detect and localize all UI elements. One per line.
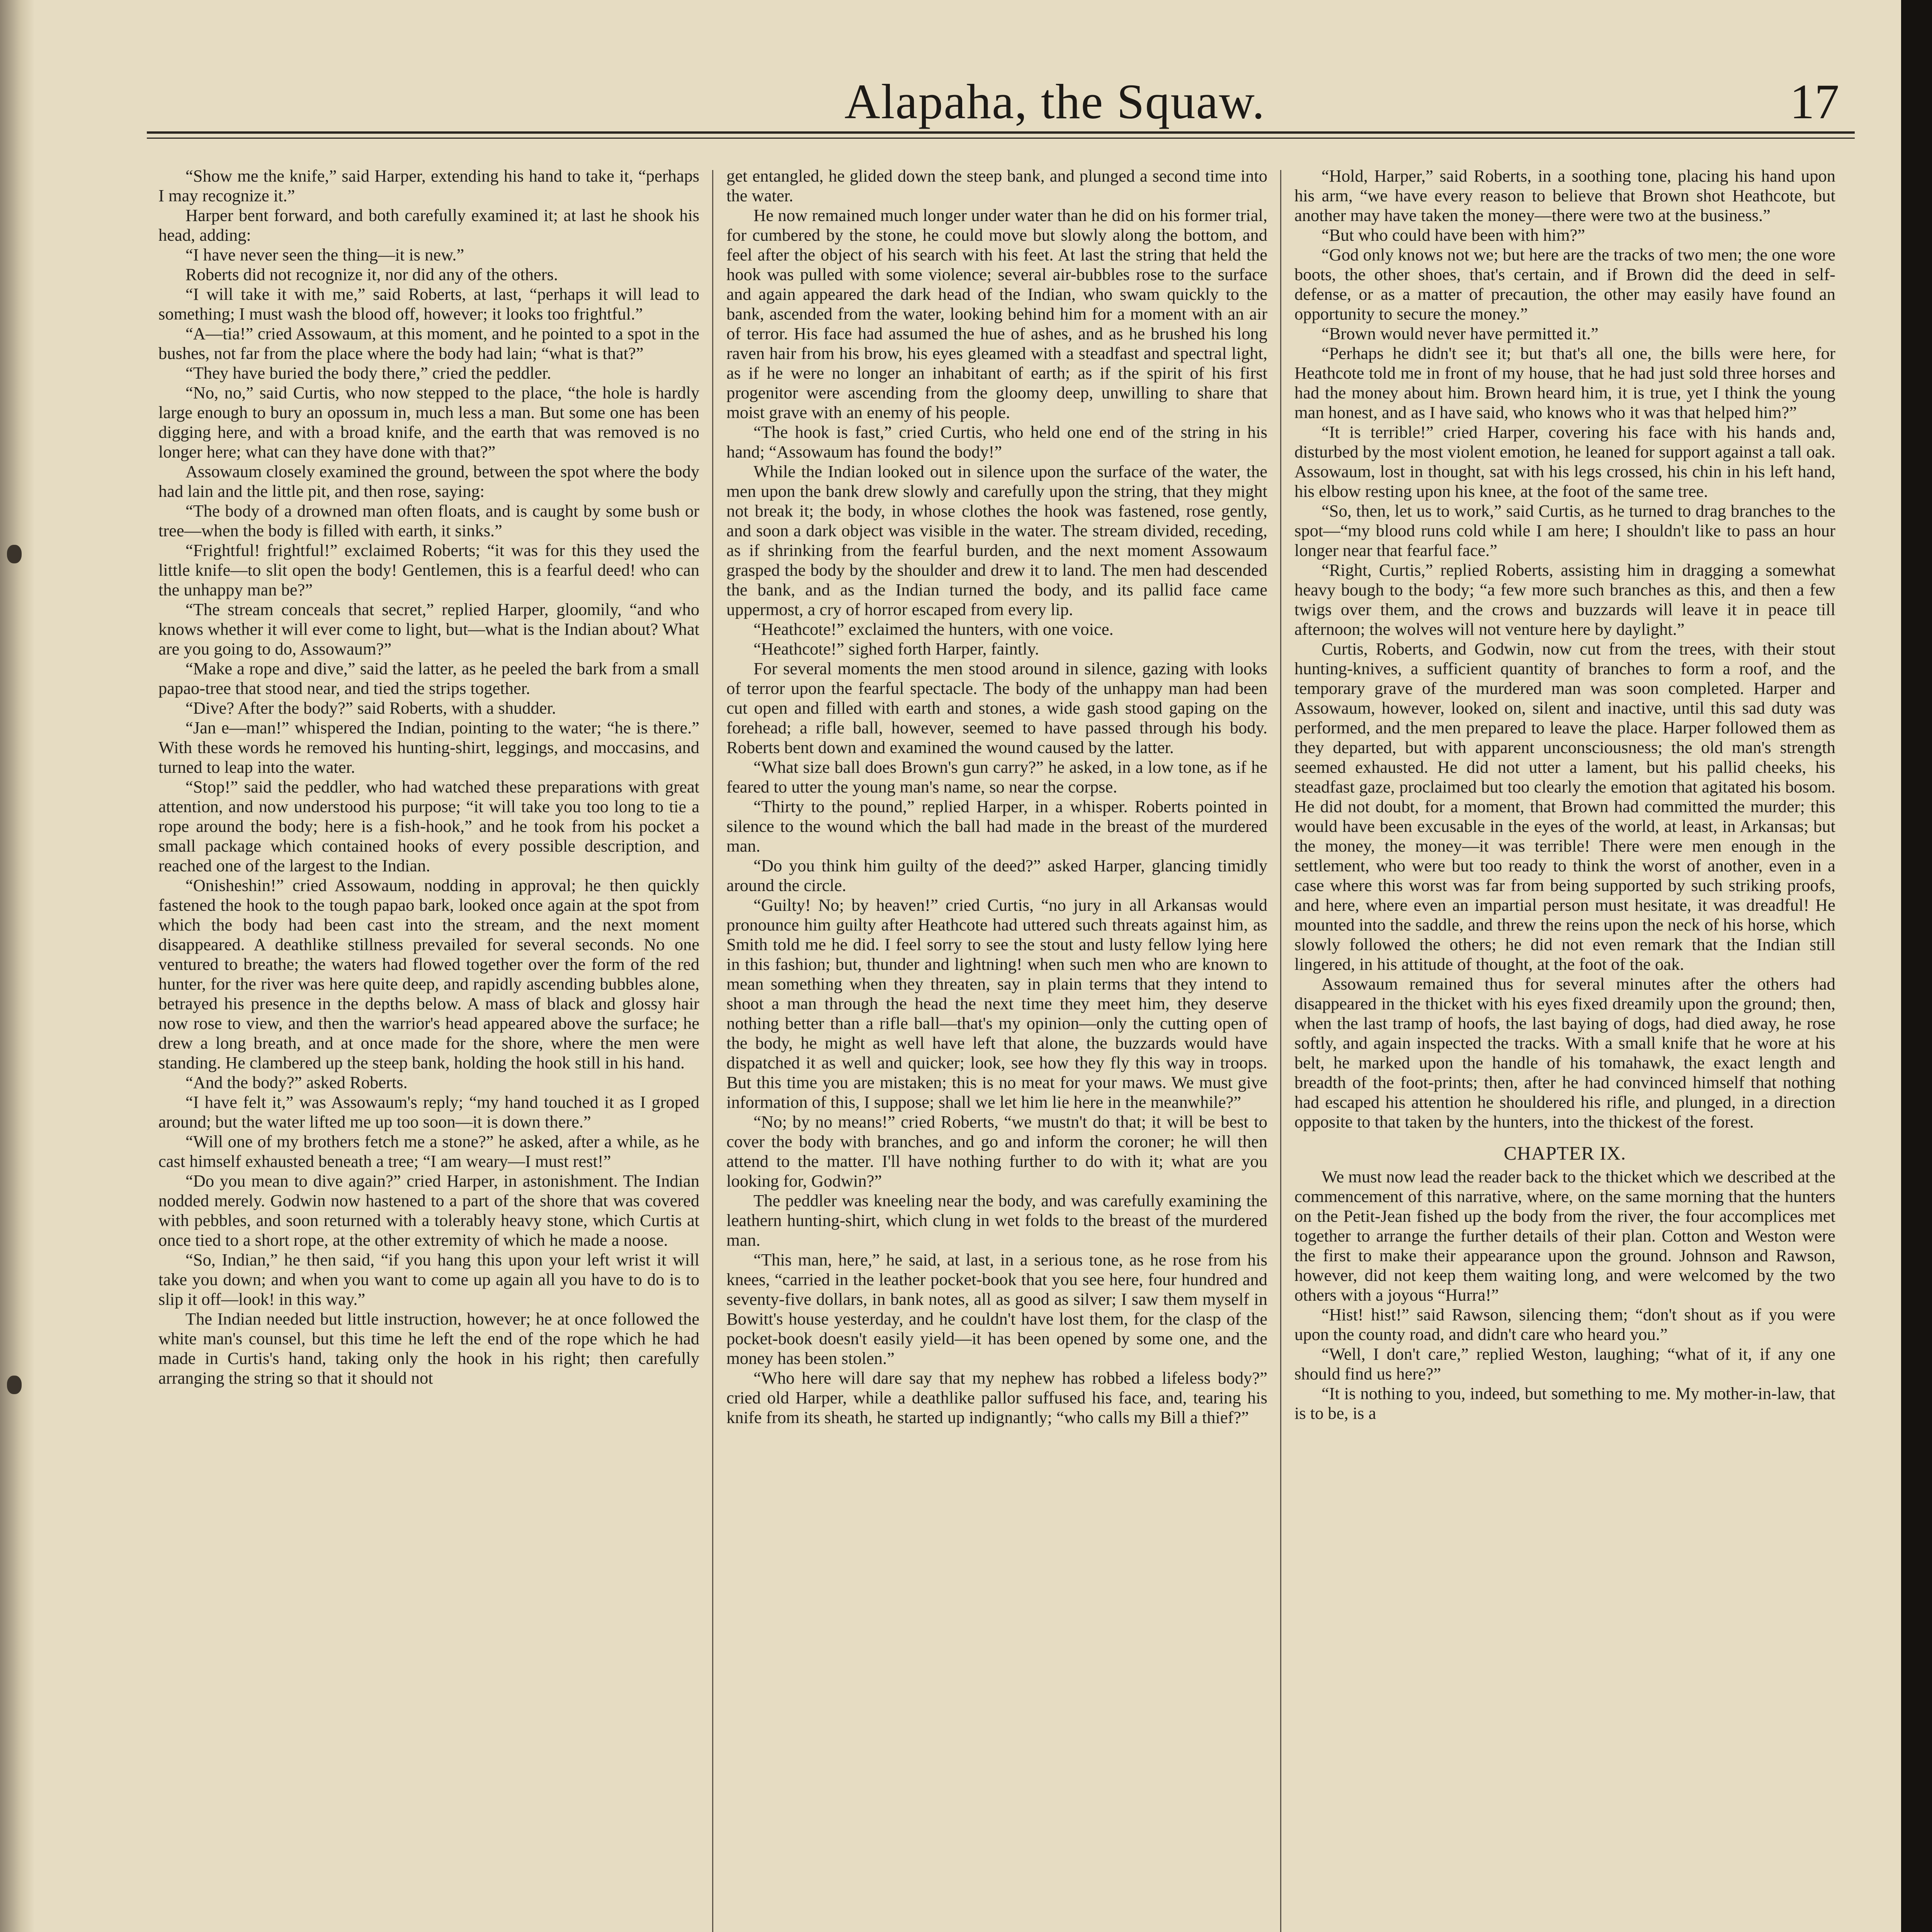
text-column-3 [1294, 166, 1835, 1932]
paragraph: Harper bent forward, and both carefully examined it; at last he shook his head, adding: [158, 206, 699, 245]
header-rule [147, 131, 1855, 134]
paragraph: “Perhaps he didn't see it; but that's all one, the bills were here, for Heathcote told me in front of my house, that he had just sold three horses and had the money about him. Brown heard him, it is true, yet I think the young man honest, and as I have said, who knows who it was that helped him?” [1294, 344, 1835, 422]
paragraph: “They have buried the body there,” cried the peddler. [185, 363, 551, 383]
paragraph: “Thirty to the pound,” replied Harper, in a whisper. Roberts pointed in silence to the wound which the ball had made in the breast of the murdered man. [726, 797, 1267, 855]
paragraph: “What size ball does Brown's gun carry?” he asked, in a low tone, as if he feared to utter the young man's name, so near the corpse. [726, 757, 1267, 796]
binding-hole [7, 1376, 22, 1394]
paragraph: The peddler was kneeling near the body, and was carefully examining the leathern hunting-shirt, which clung in wet folds to the breast of the murdered man. [726, 1191, 1267, 1250]
paragraph: “But who could have been with him?” [1321, 225, 1585, 245]
paragraph: “Right, Curtis,” replied Roberts, assisting him in dragging a somewhat heavy bough to the body; “a few more such branches as this, and then a few twigs over them, and the crows and buzzards will leave it in peace till afternoon; the wolves will not venture here by daylight.” [1294, 560, 1835, 639]
paragraph: Assowaum closely examined the ground, between the spot where the body had lain and the little pit, and then rose, saying: [158, 462, 699, 501]
running-title: Alapaha, the Squaw. [844, 74, 1265, 129]
paragraph: “Onisheshin!” cried Assowaum, nodding in approval; he then quickly fastened the hook to the tough papao bark, looked once again at the spot from which the body had been cast into the stream, and the next moment disappeared. A deathlike stillness prevailed for several seconds. No one ventured to breathe; the waters had flowed together over the form of the red hunter, for the river was here quite deep, and rapidly ascending bubbles alone, betrayed his presence in the depths below. A mass of black and glossy hair now rose to view, and then the warrior's head appeared above the surface; he drew a long breath, and at once made for the shore, where the men were standing. He clambered up the steep bank, holding the hook still in his hand. [158, 876, 699, 1072]
paragraph: For several moments the men stood around in silence, gazing with looks of terror upon the fearful spectacle. The body of the unhappy man had been cut open and filled with earth and stones, a wide gash stood gaping on the forehead; a rifle ball, however, seemed to have passed through his body. Roberts bent down and examined the wound caused by the latter. [726, 659, 1267, 757]
paragraph: Assowaum remained thus for several minutes after the others had disappeared in the thicket with his eyes fixed dreamily upon the ground; then, when the last tramp of hoofs, the last baying of dogs, had died away, he rose softly, and again inspected the tracks. With a small knife that he wore at his belt, he marked upon the handle of his tomahawk, the exact length and breadth of the foot-prints; then, after he had convinced himself that nothing had escaped his attention he shouldered his rifle, and plunged, in a direction opposite to that taken by the hunters, into the thickest of the forest. [1294, 974, 1835, 1131]
paragraph: Roberts did not recognize it, nor did any of the others. [185, 265, 558, 284]
paragraph: “I have never seen the thing—it is new.” [185, 245, 464, 264]
paragraph: The Indian needed but little instruction, however; he at once followed the white man's counsel, but this time he left the end of the rope which he had made in Curtis's hand, taking only the hook in his right; then carefully arranging the string so that it should not [158, 1309, 699, 1388]
paragraph: “It is terrible!” cried Harper, covering his face with his hands and, disturbed by the most violent emotion, he leaned for support against a tall oak. Assowaum, lost in thought, sat with his legs crossed, his chin in his left hand, his elbow resting upon his knee, at the foot of the same tree. [1294, 422, 1835, 501]
paragraph: “Heathcote!” exclaimed the hunters, with one voice. [753, 619, 1114, 639]
paragraph: “A—tia!” cried Assowaum, at this moment, and he pointed to a spot in the bushes, not far from the place where the body had lain; “what is that?” [158, 324, 699, 363]
paragraph: “Who here will dare say that my nephew has robbed a lifeless body?” cried old Harper, while a deathlike pallor suffused his face, and, tearing his knife from its sheath, he started up indignantly; “who calls my Bill a thief?” [726, 1368, 1267, 1427]
paragraph: “Guilty! No; by heaven!” cried Curtis, “no jury in all Arkansas would pronounce him guilty after Heathcote had uttered such threats against him, as Smith told me he did. I feel sorry to see the stout and lusty fellow lying here in this fashion; but, thunder and lightning! when such men who are known to mean something when they threaten, say in plain terms that they intend to shoot a man through the head the next time they meet him, they deserve nothing better than a rifle ball—that's my opinion—only the cutting open of the body, he might as well have left that alone, the buzzards would have dispatched it as well and quicker; look, see how they fly this way in troops. But this time you are mistaken; this is no meat for your maws. We must give information of this, I suppose; shall we let him lie here in the meanwhile?” [726, 895, 1267, 1112]
paragraph: “Jan e—man!” whispered the Indian, pointing to the water; “he is there.” With these words he removed his hunting-shirt, leggings, and moccasins, and turned to leap into the water. [158, 718, 699, 777]
paragraph: “I have felt it,” was Assowaum's reply; “my hand touched it as I groped around; but the water lifted me up too soon—it is down there.” [158, 1092, 699, 1131]
paragraph: “God only knows not we; but here are the tracks of two men; the one wore boots, the other shoes, that's certain, and if Brown did the deed in self-defense, or as a matter of precaution, the other may easily have found an opportunity to secure the money.” [1294, 245, 1835, 323]
paragraph: “Hist! hist!” said Rawson, silencing them; “don't shout as if you were upon the county road, and didn't care who heard you.” [1294, 1305, 1835, 1344]
page-number: 17 [1790, 74, 1839, 129]
paragraph: “The body of a drowned man often floats, and is caught by some bush or tree—when the body is filled with earth, it sinks.” [158, 501, 699, 540]
text-column-1 [158, 166, 699, 1932]
paragraph: While the Indian looked out in silence upon the surface of the water, the men upon the bank drew slowly and carefully upon the string, that they might not break it; the body, in whose clothes the hook was fastened, rose gently, and soon a dark object was visible in the water. The stream divided, receding, as if shrinking from the fearful burden, and the next moment Assowaum grasped the body by the shoulder and drew it to land. The men had descended the bank, and as the Indian turned the body, and its pallid face came uppermost, a cry of horror escaped from every lip. [726, 462, 1267, 619]
chapter-body [1294, 1167, 1835, 1423]
chapter-heading: CHAPTER IX. [1503, 1142, 1626, 1164]
column-divider [712, 170, 713, 1932]
paragraph: “No, no,” said Curtis, who now stepped to the place, “the hole is hardly large enough to bury an opossum in, much less a man. But some one has been digging here, and with a broad knife, and the earth that was removed is no longer here; what can they have done with that?” [158, 383, 699, 461]
paragraph: “I will take it with me,” said Roberts, at last, “perhaps it will lead to something; I must wash the blood off, however; it looks too frightful.” [158, 284, 699, 323]
paragraph: “So, Indian,” he then said, “if you hang this upon your left wrist it will take you down; and when you want to come up again all you have to do is to slip it off—look! in this way.” [158, 1250, 699, 1309]
page-header [147, 66, 1855, 143]
paragraph: “Brown would never have permitted it.” [1321, 324, 1599, 343]
paragraph: “Make a rope and dive,” said the latter, as he peeled the bark from a small papao-tree that stood near, and tied the strips together. [158, 659, 699, 698]
binding-edge [0, 0, 35, 1932]
paragraph: “This man, here,” he said, at last, in a serious tone, as he rose from his knees, “carried in the leather pocket-book that you see here, four hundred and seventy-five dollars, in bank notes, all as good as silver; I saw them myself in Bowitt's house yesterday, and he couldn't have lost them, for the clasp of the pocket-book doesn't easily yield—it has been opened by some one, and the money has been stolen.” [726, 1250, 1267, 1368]
paragraph: “It is nothing to you, indeed, but something to me. My mother-in-law, that is to be, is a [1294, 1384, 1835, 1423]
paragraph: “No; by no means!” cried Roberts, “we mustn't do that; it will be best to cover the body with branches, and go and inform the coroner; he will then attend to the matter. I'll have nothing further to do with it; what are you looking for, Godwin?” [726, 1112, 1267, 1190]
paragraph: We must now lead the reader back to the thicket which we described at the commencement of this narrative, where, on the same morning that the hunters on the Petit-Jean fished up the body from the river, the four accomplices met together to arrange the further details of their plan. Cotton and Weston were the first to make their appearance upon the ground. Johnson and Rawson, however, did not keep them waiting long, and were welcomed by the two others with a joyous “Hurra!” [1294, 1167, 1835, 1304]
column-divider [1280, 170, 1281, 1932]
paragraph: “The hook is fast,” cried Curtis, who held one end of the string in his hand; “Assowaum has found the body!” [726, 422, 1267, 461]
header-rule-thin [147, 138, 1855, 139]
paragraph: get entangled, he glided down the steep bank, and plunged a second time into the water. [726, 166, 1267, 205]
paragraph: “So, then, let us to work,” said Curtis, as he turned to drag branches to the spot—“my blood runs cold while I am here; I shouldn't like to pass an hour longer near that fearful face.” [1294, 501, 1835, 560]
paragraph: Curtis, Roberts, and Godwin, now cut from the trees, with their stout hunting-knives, a sufficient quantity of branches to form a roof, and the temporary grave of the murdered man was soon completed. Harper and Assowaum, however, looked on, silent and inactive, until this sad duty was performed, and the men prepared to leave the place. Harper followed them as they departed, but with apparent unconsciousness; the old man's strength seemed exhausted. He did not utter a lament, but his pallid cheeks, his steadfast gaze, proclaimed but too clearly the emotion that agitated his bosom. He did not doubt, for a moment, that Brown had committed the murder; this would have been excusable in the eyes of the world, at least, in Arkansas; but the money, the money—it was terrible! There were men enough in the settlement, who were but too ready to think the worst of another, even in a case where this worst was far from being supported by such striking proofs, and here, where even an impartial person must hesitate, it was dreadful! He mounted into the saddle, and threw the reins upon the neck of his horse, which slowly followed the others; he did not even remark that the Indian still lingered, in his attitude of thought, at the foot of the oak. [1294, 639, 1835, 974]
text-column-2 [726, 166, 1267, 1932]
paragraph: “Do you mean to dive again?” cried Harper, in astonishment. The Indian nodded merely. Godwin now hastened to a part of the shore that was covered with pebbles, and soon returned with a tolerably heavy stone, which Curtis at once tied to a short rope, at the other extremity of which he made a noose. [158, 1171, 699, 1250]
paragraph: “Show me the knife,” said Harper, extending his hand to take it, “perhaps I may recognize it.” [158, 166, 699, 205]
paragraph: “The stream conceals that secret,” replied Harper, gloomily, “and who knows whether it will ever come to light, but—what is the Indian about? What are you going to do, Assowaum?” [158, 600, 699, 658]
column-3-body [1294, 166, 1835, 1132]
paragraph: “Well, I don't care,” replied Weston, laughing; “what of it, if any one should find us here?” [1294, 1344, 1835, 1383]
paragraph: He now remained much longer under water than he did on his former trial, for cumbered by the stone, he could move but slowly along the bottom, and feel after the object of his search with his feet. At last the string that held the hook was pulled with some violence; several air-bubbles rose to the surface and again appeared the dark head of the Indian, who swam quickly to the bank, ascended from the water, looking behind him for a moment with an air of terror. His face had assumed the hue of ashes, and as he brushed his long raven hair from his brow, his eyes gleamed with a steadfast and spectral light, as if he were no longer an inhabitant of earth; as if the spirit of his first progenitor were ascending from the gloomy deep, unwilling to share that moist grave with an enemy of his people. [726, 206, 1267, 422]
paragraph: “Stop!” said the peddler, who had watched these preparations with great attention, and now understood his purpose; “it will take you too long to tie a rope around the body; here is a fish-hook,” and he took from his pocket a small package which contained hooks of every possible description, and reached one of the largest to the Indian. [158, 777, 699, 875]
paragraph: “Frightful! frightful!” exclaimed Roberts; “it was for this they used the little knife—to slit open the body! Gentlemen, this is a fearful deed! who can the unhappy man be?” [158, 541, 699, 599]
paragraph: “Will one of my brothers fetch me a stone?” he asked, after a while, as he cast himself exhausted beneath a tree; “I am weary—I must rest!” [158, 1132, 699, 1171]
paragraph: “Dive? After the body?” said Roberts, with a shudder. [185, 698, 556, 718]
paragraph: “And the body?” asked Roberts. [185, 1073, 408, 1092]
binding-hole [7, 545, 22, 563]
paragraph: “Hold, Harper,” said Roberts, in a soothing tone, placing his hand upon his arm, “we have every reason to believe that Brown shot Heathcote, but another may have taken the money—there were two at the business.” [1294, 166, 1835, 225]
paragraph: “Do you think him guilty of the deed?” asked Harper, glancing timidly around the circle. [726, 856, 1267, 895]
paragraph: “Heathcote!” sighed forth Harper, faintly. [753, 639, 1039, 658]
